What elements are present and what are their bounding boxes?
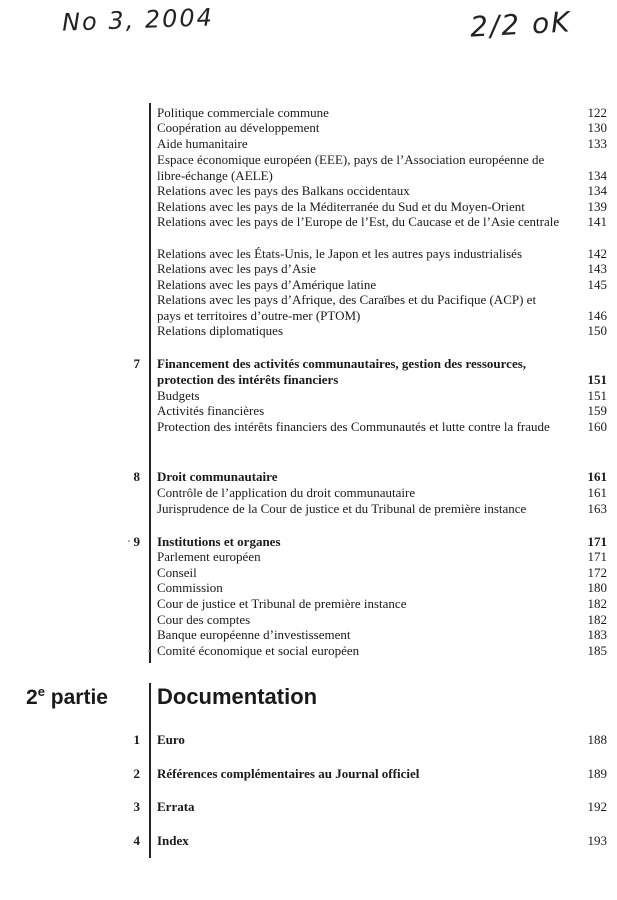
scan-speck — [148, 650, 150, 652]
part-number: 2 — [26, 686, 38, 709]
part-label — [26, 684, 108, 710]
toc-entry[interactable]: Budgets 151 — [157, 388, 607, 403]
handwritten-check-note: 2/2 oK — [469, 5, 573, 44]
toc-entry[interactable]: Relations avec les pays d’Afrique, des Caraïbes et du Pacifique (ACP) et pays et territoires d’outre-mer (PTOM) 146 — [157, 292, 607, 323]
toc-entry[interactable]: Conseil 172 — [157, 565, 607, 580]
toc-entry[interactable]: Activités financières 159 — [157, 403, 607, 418]
part-word: partie — [50, 686, 108, 709]
toc-entry[interactable]: Cour de justice et Tribunal de première instance 182 — [157, 596, 607, 611]
chapter-heading-errata[interactable]: Errata 192 — [157, 799, 607, 814]
chapter-heading-references[interactable]: Références complémentaires au Journal officiel 189 — [157, 766, 607, 781]
toc-entry[interactable]: Relations avec les pays d’Amérique latine 145 — [157, 277, 607, 292]
toc-entry[interactable]: Commission 180 — [157, 580, 607, 595]
toc-entry[interactable]: Jurisprudence de la Cour de justice et du Tribunal de première instance 163 — [157, 501, 607, 516]
toc-entry[interactable]: Contrôle de l’application du droit communautaire 161 — [157, 485, 607, 500]
chapter-heading-euro[interactable]: Euro 188 — [157, 732, 607, 747]
toc-entry[interactable]: Relations diplomatiques 150 — [157, 323, 607, 338]
part-title: Documentation — [157, 684, 318, 709]
scan-speck — [128, 540, 130, 542]
toc-entry[interactable]: Espace économique européen (EEE), pays de l’Association européenne de libre-échange (AELE) 134 — [157, 152, 607, 183]
handwritten-issue-note: No 3, 2004 — [61, 3, 215, 37]
toc-entry[interactable]: Relations avec les pays de l’Europe de l’Est, du Caucase et de l’Asie centrale 141 — [157, 214, 607, 229]
chapter-number: 7 — [133, 356, 140, 371]
chapter-number: 2 — [133, 766, 140, 781]
toc-entry[interactable]: Coopération au développement 130 — [157, 120, 607, 135]
toc-entry[interactable]: Relations avec les pays d’Asie 143 — [157, 261, 607, 276]
chapter-number: 1 — [133, 732, 140, 747]
part-ordinal: e — [37, 684, 45, 699]
toc-entry[interactable]: Politique commerciale commune 122 — [157, 105, 607, 120]
vertical-rule-part2 — [149, 683, 151, 858]
toc-entry[interactable]: Protection des intérêts financiers des Communautés et lutte contre la fraude 160 — [157, 419, 607, 434]
chapter-number: 3 — [133, 799, 140, 814]
toc-entry[interactable]: Relations avec les pays de la Méditerranée du Sud et du Moyen-Orient 139 — [157, 199, 607, 214]
toc-entry[interactable]: Comité économique et social européen 185 — [157, 643, 607, 658]
toc-entry[interactable]: Aide humanitaire 133 — [157, 136, 607, 151]
chapter-number: 4 — [133, 833, 140, 848]
chapter-number: 8 — [133, 469, 140, 484]
chapter-heading-8[interactable]: Droit communautaire 161 — [157, 469, 607, 484]
chapter-number: 9 — [133, 534, 140, 549]
toc-entry[interactable]: Parlement européen 171 — [157, 549, 607, 564]
vertical-rule-part1 — [149, 103, 151, 663]
chapter-heading-index[interactable]: Index 193 — [157, 833, 607, 848]
toc-entry[interactable]: Banque européenne d’investissement 183 — [157, 627, 607, 642]
chapter-heading-9[interactable]: Institutions et organes 171 — [157, 534, 607, 549]
toc-entry[interactable]: Relations avec les États-Unis, le Japon et les autres pays industrialisés 142 — [157, 246, 607, 261]
toc-entry[interactable]: Relations avec les pays des Balkans occidentaux 134 — [157, 183, 607, 198]
toc-entry[interactable]: Cour des comptes 182 — [157, 612, 607, 627]
chapter-heading-7[interactable]: Financement des activités communautaires, gestion des ressources, protection des intérêts financiers 151 — [157, 356, 607, 387]
